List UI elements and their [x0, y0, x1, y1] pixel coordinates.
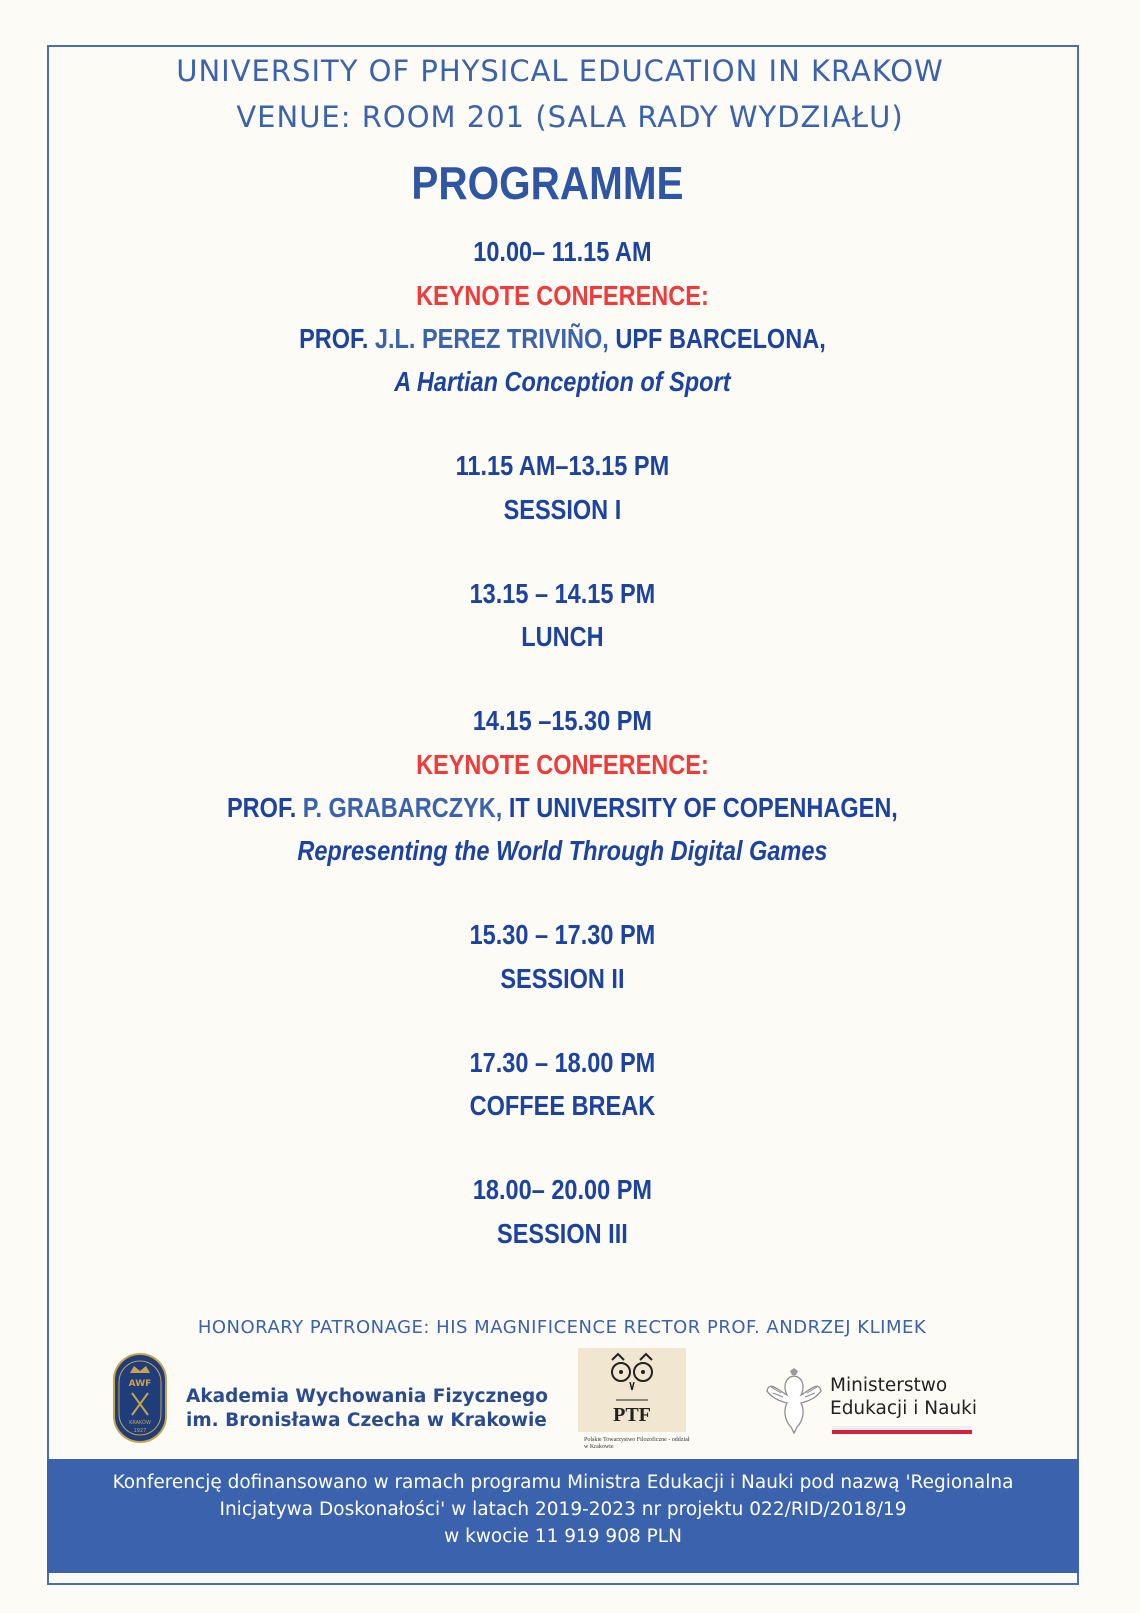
time-slot-3: 13.15 – 14.15 PM	[469, 578, 656, 609]
awf-name	[186, 1385, 548, 1433]
awf-name-line-1: Akademia Wychowania Fizycznego	[186, 1386, 548, 1407]
funding-footer	[47, 1459, 1079, 1573]
session-label-3: LUNCH	[521, 621, 604, 652]
talk-title-2: Representing the World Through Digital Games	[297, 835, 828, 866]
keynote-label-2: KEYNOTE CONFERENCE:	[416, 749, 709, 780]
ministry-name	[830, 1374, 977, 1420]
speaker-line-1	[90, 323, 1035, 355]
speaker-affiliation: UPF BARCELONA,	[615, 323, 826, 354]
session-label-5: SESSION II	[500, 963, 625, 994]
funding-line-2: Inicjatywa Doskonałości' w latach 2019-2023 nr projektu 022/RID/2018/19	[219, 1499, 907, 1520]
time-slot-5: 15.30 – 17.30 PM	[469, 919, 656, 950]
time-slot-4: 14.15 –15.30 PM	[472, 705, 652, 736]
time-slot-1: 10.00– 11.15 AM	[473, 236, 652, 267]
awf-name-line-2: im. Bronisława Czecha w Krakowie	[186, 1410, 547, 1431]
funding-text	[47, 1469, 1079, 1550]
time-slot-7: 18.00– 20.00 PM	[472, 1174, 652, 1205]
university-name: UNIVERSITY OF PHYSICAL EDUCATION IN KRAKOW	[176, 54, 944, 88]
time-slot-2: 11.15 AM–13.15 PM	[455, 450, 670, 481]
speaker-prefix: PROF.	[299, 323, 369, 354]
funding-line-1: Konferencję dofinansowano w ramach programu Ministra Edukacji i Nauki pod nazwą 'Regionalna	[112, 1472, 1014, 1493]
ptf-caption: Polskie Towarzystwo Filozoficzne - oddział w Krakowie	[584, 1437, 690, 1450]
ministry-line-2: Edukacji i Nauki	[830, 1398, 977, 1419]
speaker-name: J.L. PEREZ TRIVIÑO,	[374, 323, 609, 354]
speaker-prefix: PROF.	[226, 792, 297, 823]
eagle-emblem-icon	[765, 1367, 823, 1435]
venue: VENUE: ROOM 201 (SALA RADY WYDZIAŁU)	[236, 100, 904, 134]
flag-red-bar	[832, 1430, 972, 1434]
speaker-affiliation: IT UNIVERSITY OF COPENHAGEN,	[508, 792, 898, 823]
awf-badge-top: AWF	[128, 1379, 152, 1389]
owl-icon	[578, 1348, 686, 1432]
awf-badge-bottom: KRAKÓW	[129, 1420, 151, 1426]
session-label-7: SESSION III	[497, 1218, 628, 1249]
time-slot-6: 17.30 – 18.00 PM	[469, 1047, 656, 1078]
keynote-label-1: KEYNOTE CONFERENCE:	[416, 280, 709, 311]
talk-title-1: A Hartian Conception of Sport	[394, 366, 731, 397]
session-label-6: COFFEE BREAK	[469, 1090, 656, 1121]
session-label-2: SESSION I	[503, 494, 622, 525]
awf-badge-year: 1927	[133, 1428, 147, 1434]
ptf-text: PTF	[613, 1404, 651, 1426]
speaker-name: P. GRABARCZYK,	[302, 792, 503, 823]
ptf-logo	[578, 1348, 686, 1432]
ministry-line-1: Ministerstwo	[830, 1375, 948, 1396]
honorary-patronage: HONORARY PATRONAGE: HIS MAGNIFICENCE RECTOR PROF. ANDRZEJ KLIMEK	[197, 1317, 927, 1338]
speaker-line-2	[90, 792, 1035, 824]
funding-line-3: w kwocie 11 919 908 PLN	[444, 1526, 682, 1547]
page-title: PROGRAMME	[411, 157, 684, 209]
awf-crest-icon	[113, 1353, 167, 1443]
